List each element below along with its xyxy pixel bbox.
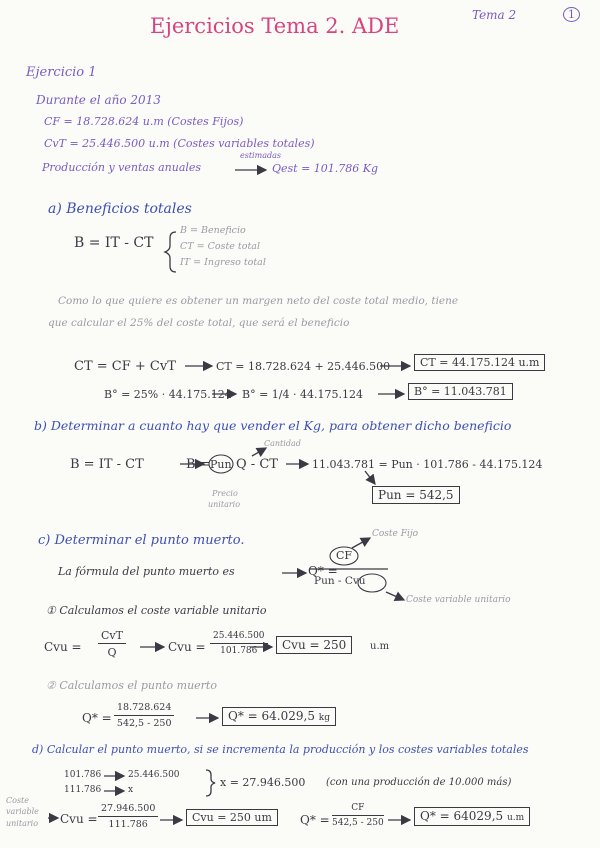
- page-number: 1: [563, 7, 580, 22]
- a-legend-it: IT = Ingreso total: [180, 257, 266, 268]
- ex1-cf: CF = 18.728.624 u.m (Costes Fijos): [44, 115, 244, 128]
- c-coste-fijo-label: Coste Fijo: [372, 529, 419, 539]
- a-legend-b: B = Beneficio: [180, 225, 246, 236]
- d-q-result-unit: u.m: [506, 813, 525, 823]
- d-cvu-fraction: [98, 804, 158, 829]
- c-cvu-result: Cvu = 250: [276, 636, 352, 654]
- d-label-2: variable: [6, 807, 39, 816]
- ex1-qest: Qest = 101.786 Kg: [272, 162, 379, 175]
- c-formula-text: La fórmula del punto muerto es: [58, 565, 235, 578]
- page-title: Ejercicios Tema 2. ADE: [150, 14, 400, 38]
- c-q-lhs: Q* =: [82, 711, 112, 725]
- c-title: c) Determinar el punto muerto.: [38, 533, 245, 548]
- c-q-denominator: 542,5 - 250: [116, 717, 172, 729]
- a-ct-result: CT = 44.175.124 u.m: [414, 354, 545, 371]
- d-note: (con una producción de 10.000 más): [326, 777, 512, 788]
- a-legend-ct: CT = Coste total: [180, 241, 260, 252]
- ex1-prod-label: Producción y ventas anuales: [42, 161, 202, 174]
- a-ct-substitution: CT = 18.728.624 + 25.446.500: [216, 360, 391, 373]
- c-q-result-value: Q* = 64.029,5: [228, 709, 315, 723]
- c-cvu-unit: u.m: [370, 641, 390, 652]
- ex1-title: Ejercicio 1: [26, 65, 97, 80]
- c-q-numerator: 18.728.624: [114, 703, 174, 716]
- d-q-lhs: Q* =: [300, 813, 330, 827]
- c-cvu-denominator2: 101.786: [220, 646, 258, 656]
- a-ct-formula: CT = CF + CvT: [74, 359, 176, 374]
- ex1-intro: Durante el año 2013: [36, 93, 161, 107]
- ex1-cvt: CvT = 25.446.500 u.m (Costes variables totales): [44, 137, 315, 150]
- brace-d: [206, 770, 215, 796]
- d-q-fraction: [332, 804, 384, 828]
- b-result: Pun = 542,5: [372, 486, 460, 504]
- a-paragraph-line2: que calcular el 25% del coste total, que será el beneficio: [48, 317, 350, 329]
- a-formula: B = IT - CT: [74, 235, 154, 251]
- d-cvu-result: Cvu = 250 um: [186, 809, 278, 826]
- d-x-eq: x = 27.946.500: [220, 776, 306, 789]
- c-q-result: [222, 707, 336, 726]
- d-label-3: unitario: [6, 819, 39, 828]
- ex1-estimadas: estimadas: [240, 151, 281, 160]
- arrow-coste-fijo: [352, 538, 370, 548]
- c-cvu-lhs: Cvu =: [44, 640, 82, 654]
- d-r1b: 25.446.500: [128, 770, 180, 780]
- b-eq-b: B =: [186, 457, 211, 472]
- d-label-1: Coste: [6, 796, 29, 805]
- b-eq-right: 11.043.781 = Pun · 101.786 - 44.175.124: [312, 458, 543, 471]
- d-q-result: [414, 807, 530, 826]
- d-cvu-denominator: 111.786: [108, 818, 148, 830]
- b-cantidad-label: Cantidad: [264, 439, 301, 448]
- c-cvu-denominator: Q: [107, 646, 117, 659]
- c-q-star: Q* =: [308, 564, 338, 578]
- a-b-formula: B° = 25% · 44.175.124: [104, 388, 232, 401]
- b-pun: Pun: [210, 458, 232, 471]
- c-step1: ① Calculamos el coste variable unitario: [46, 604, 267, 617]
- c-cvu-fraction: [98, 630, 126, 658]
- arrow-coste-var: [386, 592, 404, 600]
- a-b-substitution: B° = 1/4 · 44.175.124: [242, 388, 363, 401]
- d-q-denominator: 542,5 - 250: [332, 818, 384, 828]
- a-title: a) Beneficios totales: [48, 201, 192, 217]
- b-eq-left: B = IT - CT: [70, 457, 144, 472]
- b-eq-mid: Q - CT: [236, 457, 278, 472]
- d-cvu-numerator: 27.946.500: [98, 804, 158, 817]
- c-q-fraction: [114, 703, 174, 728]
- c-coste-var-label: Coste variable unitario: [406, 595, 511, 605]
- c-denominator: Pun - Cvu: [314, 575, 366, 587]
- a-paragraph-line1: Como lo que quiere es obtener un margen neto del coste total medio, tiene: [58, 295, 459, 307]
- arrow-b-result: [365, 471, 375, 484]
- d-title: d) Calcular el punto muerto, si se incrementa la producción y los costes variables totales: [32, 743, 529, 756]
- d-r2b: x: [128, 785, 134, 795]
- c-cvu-numerator: CvT: [98, 630, 126, 644]
- c-q-result-unit: kg: [318, 713, 331, 723]
- a-b-result: B° = 11.043.781: [408, 383, 513, 400]
- c-cvu-lhs2: Cvu =: [168, 640, 206, 654]
- b-title: b) Determinar a cuanto hay que vender el Kg, para obtener dicho beneficio: [34, 418, 512, 433]
- b-precio-label-2: unitario: [208, 500, 241, 509]
- arrow-cantidad: [252, 448, 266, 456]
- c-cvu-numerator2: 25.446.500: [210, 632, 268, 644]
- d-q-numerator: CF: [332, 804, 384, 816]
- c-numerator-cf: CF: [336, 549, 353, 562]
- d-r2a: 111.786: [64, 785, 102, 795]
- c-step2: ② Calculamos el punto muerto: [46, 679, 217, 692]
- d-q-result-value: Q* = 64029,5: [420, 809, 504, 823]
- tema-label: Tema 2: [472, 8, 517, 22]
- c-cvu-fraction2: [210, 632, 268, 656]
- d-r1a: 101.786: [64, 770, 102, 780]
- brace-a: [165, 232, 176, 272]
- b-precio-label-1: Precio: [212, 489, 238, 498]
- d-cvu-lhs: Cvu =: [60, 812, 98, 826]
